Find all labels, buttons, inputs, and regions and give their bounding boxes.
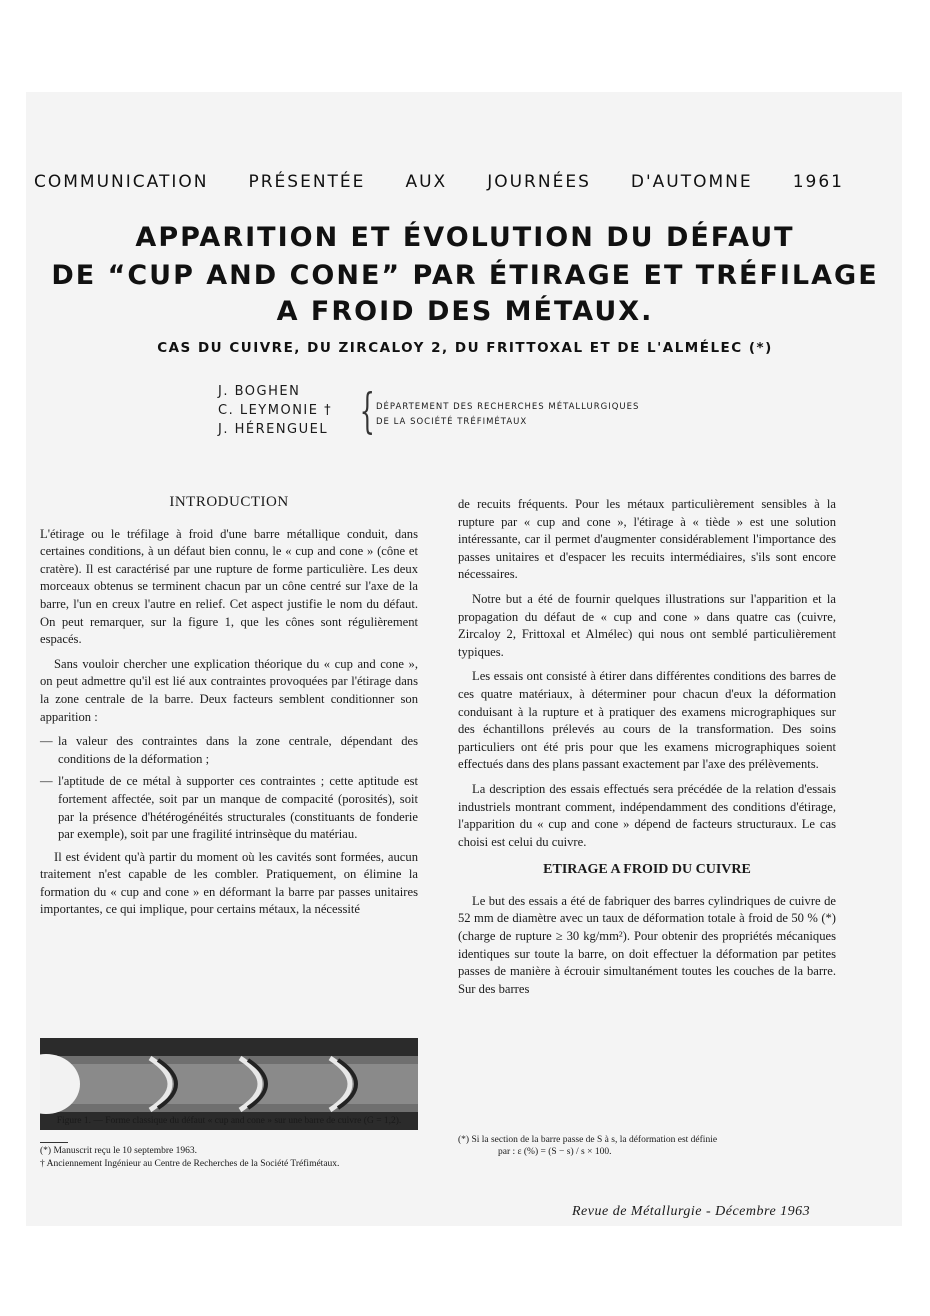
journal-footer: Revue de Métallurgie - Décembre 1963 (572, 1204, 811, 1219)
header-word: COMMUNICATION (34, 172, 209, 192)
list-item-text: la valeur des contraintes dans la zone centrale, dépendant des conditions de la déformation ; (58, 734, 418, 766)
author-name: J. BOGHEN (218, 384, 301, 399)
header-word: JOURNÉES (487, 172, 591, 192)
list-item (40, 773, 418, 843)
brace-icon: { (359, 383, 375, 439)
paragraph: La description des essais effectués sera précédée de la relation d'essais industriels montrant comment, indépendamment des conditions d'étirage, l'apparition du « cup and cone » dépend de facteurs structuraux. Le cas choisi est celui du cuivre. (458, 781, 836, 849)
footnote-rule (40, 1142, 68, 1143)
list-item-text: l'aptitude de ce métal à supporter ces contraintes ; cette aptitude est fortement affectée, soit par un manque de compacité (porosités), soit par la présence d'hétérogénéités structurales (constituants de fonderie par exemple), soit par une fragilité intrinsèque du matériau. (58, 774, 418, 842)
right-footnote (458, 1134, 836, 1158)
paragraph: Sans vouloir chercher une explication théorique du « cup and cone », on peut admettre qu'il est lié aux contraintes provoquées par l'étirage dans la zone centrale de la barre. Deux facteurs semblent conditionner son apparition : (40, 656, 418, 724)
paragraph: Il est évident qu'à partir du moment où les cavités sont formées, aucun traitement n'est capable de les combler. Pratiquement, on élimine la formation du « cup and cone » en déformant la barre par passes unitaires importantes, ce qui implique, pour certains métaux, la nécessité (40, 849, 418, 917)
dash-marker: — (40, 774, 53, 789)
right-column (458, 496, 836, 1005)
header-word: 1961 (792, 172, 844, 192)
header-word: PRÉSENTÉE (248, 172, 366, 192)
left-column (40, 494, 418, 926)
author-list (218, 382, 332, 439)
paragraph: Notre but a été de fournir quelques illustrations sur l'apparition et la propagation du défaut de « cup and cone » dans quatre cas (cuivre, Zircaloy 2, Frittoxal et Almélec) qui nous ont semblé particulièrement typiques. (458, 591, 836, 659)
dash-marker: — (40, 734, 53, 749)
header-word: D'AUTOMNE (630, 172, 753, 192)
footnote: (*) Manuscrit reçu le 10 septembre 1963. (40, 1146, 197, 1156)
department-line: DE LA SOCIÉTÉ TRÉFIMÉTAUX (376, 417, 528, 427)
title-line-2: DE “CUP AND CONE” PAR ÉTIRAGE ET TRÉFILAGE (51, 260, 879, 291)
title-line-1: APPARITION ET ÉVOLUTION DU DÉFAUT (135, 222, 795, 253)
footnote-formula: par : ε (%) = (S − s) / s × 100. (498, 1147, 612, 1157)
title-line-3: A FROID DES MÉTAUX. (276, 296, 654, 327)
author-name: C. LEYMONIE † (218, 403, 333, 418)
paragraph: Le but des essais a été de fabriquer des barres cylindriques de cuivre de 52 mm de diamètre avec un taux de déformation totale à froid de 50 % (*) (charge de rupture ≥ 30 kg/mm²). Pour obtenir des propriétés mécaniques identiques sur toute la barre, on doit effectuer la déformation par petites passes de manière à écrouir simultanément toutes les couches de la barre. Sur des barres (458, 893, 836, 996)
paragraph: Les essais ont consisté à étirer dans différentes conditions des barres de ces quatre matériaux, à déterminer pour chacun d'eux la déformation conduisant à la rupture et à pratiquer des examens micrographiques sur des échantillons prélevés au cours de la transformation. Des soins particuliers ont été pris pour que les examens micrographiques soient effectués dans des plans passant exactement par l'axe des prélèvements. (458, 669, 836, 772)
list-item (40, 733, 418, 768)
conference-header (34, 172, 844, 192)
left-footnotes (40, 1146, 418, 1171)
section-heading: INTRODUCTION (169, 494, 289, 510)
subtitle: CAS DU CUIVRE, DU ZIRCALOY 2, DU FRITTOXAL ET DE L'ALMÉLEC (*) (157, 340, 773, 356)
section-heading: ETIRAGE A FROID DU CUIVRE (543, 862, 751, 878)
paragraph: L'étirage ou le tréfilage à froid d'une barre métallique conduit, dans certaines conditions, à un défaut bien connu, le « cup and cone » (cône et cratère). Il est caractérisé par une rupture de forme particulière. Les deux morceaux obtenus se terminent chacun par un cône centré sur l'axe de la barre, l'un en creux l'autre en relief. Cet aspect justifie le nom du défaut. On peut remarquer, sur la figure 1, que les cônes sont régulièrement espacés. (40, 526, 418, 647)
department-line: DÉPARTEMENT DES RECHERCHES MÉTALLURGIQUES (376, 402, 640, 412)
author-name: J. HÉRENGUEL (218, 422, 329, 437)
figure-caption: Figure 1. — Forme classique du défaut « cup and cone » sur une barre de cuivre (G = 1,2). (56, 1116, 402, 1126)
header-word: AUX (405, 172, 448, 192)
footnote: (*) Si la section de la barre passe de S à s, la déformation est définie (458, 1135, 718, 1145)
paragraph: de recuits fréquents. Pour les métaux particulièrement sensibles à la rupture par « cup and cone », l'étirage à « tiède » est une solution intéressante, car il permet d'augmenter considérablement l'importance des passes unitaires et d'espacer les recuits intermédiaires, s'ils sont encore nécessaires. (458, 497, 836, 582)
footnote: † Anciennement Ingénieur au Centre de Recherches de la Société Tréfimétaux. (40, 1158, 340, 1169)
department-affiliation (376, 400, 639, 430)
